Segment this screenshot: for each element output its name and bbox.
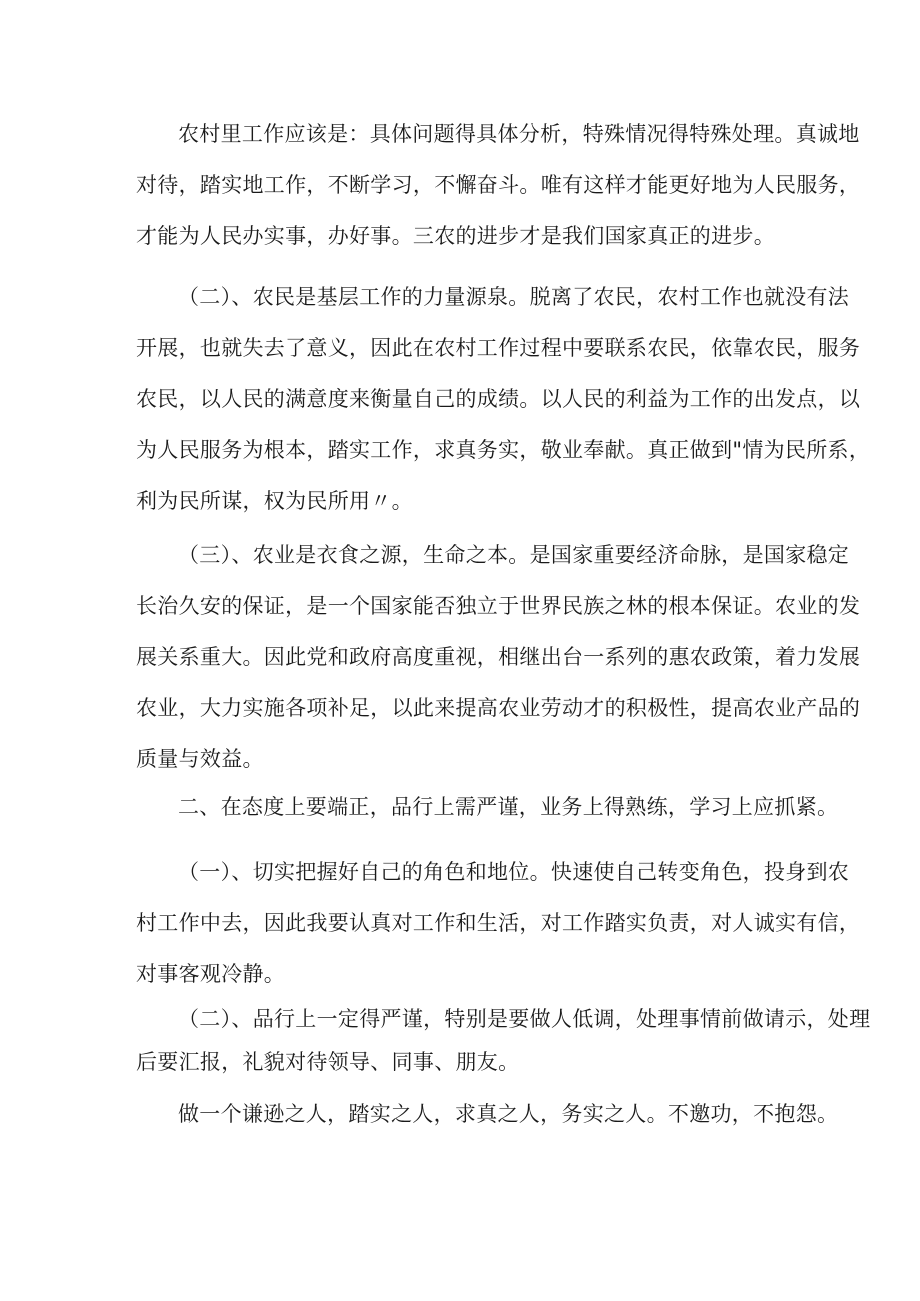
paragraph-line: 后要汇报，礼貌对待领导、同事、朋友。: [136, 1050, 520, 1074]
paragraph-line: 开展，也就失去了意义，因此在农村工作过程中要联系农民，依靠农民，服务: [136, 336, 861, 360]
paragraph-line: 农业，大力实施各项补足，以此来提高农业劳动才的积极性，提高农业产品的: [136, 696, 861, 720]
paragraph-line: 农村里工作应该是：具体问题得具体分析，特殊情况得特殊处理。真诚地: [178, 122, 860, 146]
paragraph-line: 利为民所谋，权为民所用〃。: [136, 489, 413, 513]
paragraph-line: 对事客观冷静。: [136, 962, 286, 986]
paragraph-line: 做一个谦逊之人，踏实之人，求真之人，务实之人。不邀功，不抱怨。: [178, 1102, 839, 1126]
paragraph-line: （一）、切实把握好自己的角色和地位。快速使自己转变角色，投身到农: [178, 860, 850, 884]
section-heading-attitude: [136, 795, 839, 848]
paragraph-line: 农民，以人民的满意度来衡量自己的成绩。以人民的利益为工作的出发点，以: [136, 387, 861, 411]
paragraph-humble-person: [136, 1102, 839, 1155]
paragraph-line: 长治久安的保证，是一个国家能否独立于世界民族之林的根本保证。农业的发: [136, 594, 861, 618]
paragraph-line: 才能为人民办实事，办好事。三农的进步才是我们国家真正的进步。: [136, 224, 775, 248]
paragraph-agriculture-foundation: [136, 543, 861, 800]
paragraph-farmers-source-of-strength: [136, 285, 871, 542]
paragraph-conduct-rigor: [136, 1007, 871, 1095]
paragraph-line: （二）、农民是基层工作的力量源泉。脱离了农民，农村工作也就没有法: [178, 285, 850, 309]
paragraph-line: 村工作中去，因此我要认真对工作和生活，对工作踏实负责，对人诚实有信，: [136, 911, 861, 935]
paragraph-line: （二）、品行上一定得严谨，特别是要做人低调，处理事情前做请示，处理: [178, 1007, 871, 1031]
paragraph-role-and-position: [136, 860, 861, 1015]
paragraph-line: 对待，踏实地工作，不断学习，不懈奋斗。唯有这样才能更好地为人民服务，: [136, 173, 861, 197]
paragraph-line: （三）、农业是衣食之源，生命之本。是国家重要经济命脉，是国家稳定: [178, 543, 850, 567]
paragraph-rural-work-principles: [136, 122, 861, 277]
paragraph-line: 为人民服务为根本，踏实工作，求真务实，敬业奉献。真正做到"情为民所系，: [136, 438, 871, 462]
section-heading-line: 二、在态度上要端正，品行上需严谨，业务上得熟练，学习上应抓紧。: [178, 795, 839, 819]
paragraph-line: 质量与效益。: [136, 747, 264, 771]
paragraph-line: 展关系重大。因此党和政府高度重视，相继出台一系列的惠农政策，着力发展: [136, 645, 861, 669]
